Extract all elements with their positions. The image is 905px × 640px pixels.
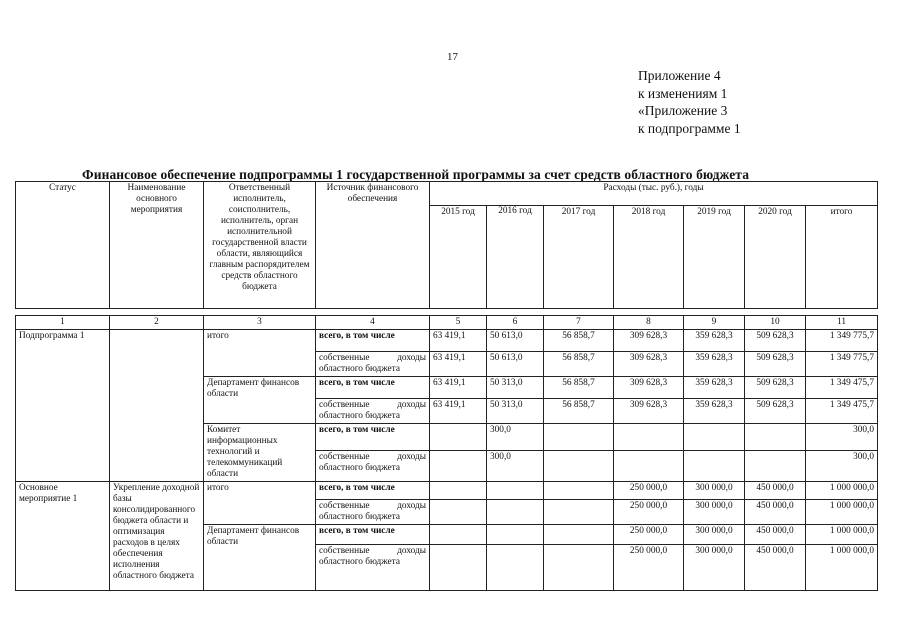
- header-year: 2018 год: [614, 206, 684, 309]
- value-cell: 63 419,1: [430, 352, 487, 377]
- value-cell: 300,0: [806, 451, 878, 482]
- column-number-row: [16, 316, 878, 330]
- value-cell: 450 000,0: [745, 525, 806, 545]
- value-cell: 359 628,3: [684, 330, 745, 352]
- value-cell: [430, 545, 487, 591]
- value-cell: 50 313,0: [487, 399, 544, 424]
- col-number: 5: [430, 316, 487, 330]
- value-cell: 509 628,3: [745, 330, 806, 352]
- appendix-line: Приложение 4: [638, 68, 721, 83]
- source-cell: всего, в том числе: [316, 424, 430, 451]
- header-year: итого: [806, 206, 878, 309]
- source-cell: всего, в том числе: [316, 525, 430, 545]
- value-cell: [745, 451, 806, 482]
- name-cell: [110, 330, 204, 482]
- value-cell: [430, 500, 487, 525]
- value-cell: [544, 482, 614, 500]
- value-cell: 1 000 000,0: [806, 500, 878, 525]
- header-year: 2016 год: [487, 206, 544, 309]
- col-number: 9: [684, 316, 745, 330]
- table-row: [16, 482, 878, 500]
- value-cell: [430, 424, 487, 451]
- value-cell: [544, 545, 614, 591]
- value-cell: 1 349 775,7: [806, 330, 878, 352]
- value-cell: 309 628,3: [614, 377, 684, 399]
- value-cell: [544, 424, 614, 451]
- value-cell: 250 000,0: [614, 525, 684, 545]
- value-cell: 56 858,7: [544, 377, 614, 399]
- value-cell: 300 000,0: [684, 545, 745, 591]
- value-cell: 300 000,0: [684, 525, 745, 545]
- value-cell: 250 000,0: [614, 545, 684, 591]
- executor-cell: Комитет информационных технологий и телекоммуникаций области: [204, 424, 316, 482]
- header-table: [15, 181, 878, 309]
- value-cell: 509 628,3: [745, 399, 806, 424]
- header-year: 2020 год: [745, 206, 806, 309]
- value-cell: 509 628,3: [745, 352, 806, 377]
- col-number: 10: [745, 316, 806, 330]
- value-cell: [430, 451, 487, 482]
- col-number: 11: [806, 316, 878, 330]
- header-source: Источник финансового обеспечения: [316, 182, 430, 309]
- value-cell: [614, 451, 684, 482]
- col-number: 7: [544, 316, 614, 330]
- header-year: 2019 год: [684, 206, 745, 309]
- source-cell: собственные доходы областного бюджета: [316, 500, 430, 525]
- source-cell: собственные доходы областного бюджета: [316, 451, 430, 482]
- status-cell: Подпрограмма 1: [16, 330, 110, 482]
- value-cell: [487, 545, 544, 591]
- value-cell: 250 000,0: [614, 482, 684, 500]
- source-cell: всего, в том числе: [316, 377, 430, 399]
- value-cell: 1 349 475,7: [806, 377, 878, 399]
- value-cell: 300,0: [487, 424, 544, 451]
- header-name: Наименование основного мероприятия: [110, 182, 204, 309]
- executor-cell: Департамент финансов области: [204, 525, 316, 591]
- value-cell: 300 000,0: [684, 500, 745, 525]
- source-cell: собственные доходы областного бюджета: [316, 399, 430, 424]
- header-year: 2017 год: [544, 206, 614, 309]
- header-year: 2015 год: [430, 206, 487, 309]
- value-cell: 359 628,3: [684, 377, 745, 399]
- value-cell: [487, 482, 544, 500]
- executor-cell: Департамент финансов области: [204, 377, 316, 424]
- table-row: [16, 330, 878, 352]
- value-cell: [544, 500, 614, 525]
- col-number: 1: [16, 316, 110, 330]
- value-cell: 1 349 775,7: [806, 352, 878, 377]
- col-number: 8: [614, 316, 684, 330]
- value-cell: 50 613,0: [487, 352, 544, 377]
- value-cell: [430, 525, 487, 545]
- value-cell: [544, 451, 614, 482]
- header-status: Статус: [16, 182, 110, 309]
- value-cell: [684, 424, 745, 451]
- data-table: [15, 315, 878, 591]
- value-cell: [487, 500, 544, 525]
- source-cell: всего, в том числе: [316, 482, 430, 500]
- value-cell: [430, 482, 487, 500]
- appendix-line: к изменениям 1: [638, 85, 728, 101]
- page-number: 17: [447, 51, 458, 63]
- value-cell: 56 858,7: [544, 330, 614, 352]
- value-cell: 1 000 000,0: [806, 482, 878, 500]
- value-cell: 1 000 000,0: [806, 545, 878, 591]
- value-cell: 300,0: [806, 424, 878, 451]
- value-cell: 359 628,3: [684, 399, 745, 424]
- value-cell: 50 613,0: [487, 330, 544, 352]
- appendix-line: «Приложение 3: [638, 103, 728, 118]
- value-cell: 309 628,3: [614, 399, 684, 424]
- value-cell: 56 858,7: [544, 399, 614, 424]
- appendix-line: к подпрограмме 1: [638, 120, 741, 136]
- value-cell: 1 000 000,0: [806, 525, 878, 545]
- value-cell: 63 419,1: [430, 399, 487, 424]
- value-cell: 250 000,0: [614, 500, 684, 525]
- source-cell: собственные доходы областного бюджета: [316, 545, 430, 591]
- header-expenses: Расходы (тыс. руб.), годы: [430, 182, 878, 206]
- value-cell: [544, 525, 614, 545]
- col-number: 6: [487, 316, 544, 330]
- col-number: 3: [204, 316, 316, 330]
- value-cell: 1 349 475,7: [806, 399, 878, 424]
- source-cell: всего, в том числе: [316, 330, 430, 352]
- value-cell: 300,0: [487, 451, 544, 482]
- value-cell: [684, 451, 745, 482]
- document-title: Финансовое обеспечение подпрограммы 1 государственной программы за счет средств областного бюджета: [82, 167, 750, 182]
- status-cell: Основное мероприятие 1: [16, 482, 110, 591]
- appendix-block: [638, 67, 741, 137]
- source-cell: собственные доходы областного бюджета: [316, 352, 430, 377]
- value-cell: 309 628,3: [614, 330, 684, 352]
- executor-cell: итого: [204, 330, 316, 377]
- value-cell: 56 858,7: [544, 352, 614, 377]
- header-executor: Ответственный исполнитель, соисполнитель, исполнитель, орган исполнительной государственной власти области, являющийся главным распорядителем средств областного бюджета: [204, 182, 316, 309]
- value-cell: 450 000,0: [745, 482, 806, 500]
- value-cell: 359 628,3: [684, 352, 745, 377]
- col-number: 4: [316, 316, 430, 330]
- value-cell: [487, 525, 544, 545]
- name-cell: Укрепление доходной базы консолидированного бюджета области и оптимизация расходов в целях обеспечения исполнения областного бюджета: [110, 482, 204, 591]
- value-cell: 509 628,3: [745, 377, 806, 399]
- value-cell: 309 628,3: [614, 352, 684, 377]
- value-cell: [745, 424, 806, 451]
- col-number: 2: [110, 316, 204, 330]
- value-cell: [614, 424, 684, 451]
- value-cell: 300 000,0: [684, 482, 745, 500]
- executor-cell: итого: [204, 482, 316, 525]
- value-cell: 50 313,0: [487, 377, 544, 399]
- value-cell: 450 000,0: [745, 500, 806, 525]
- value-cell: 63 419,1: [430, 377, 487, 399]
- value-cell: 63 419,1: [430, 330, 487, 352]
- value-cell: 450 000,0: [745, 545, 806, 591]
